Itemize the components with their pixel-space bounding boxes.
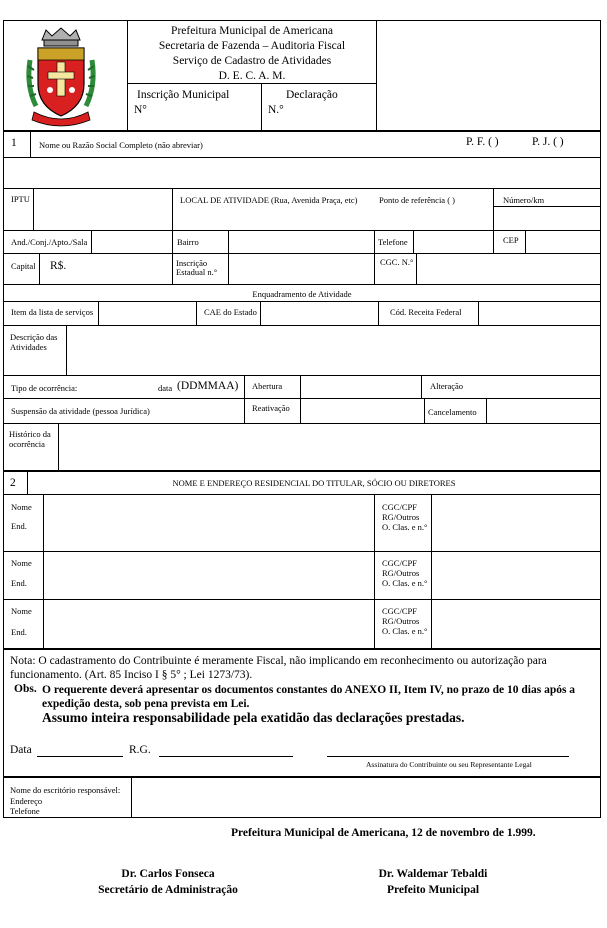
obs-text: O requerente deverá apresentar os documentos constantes do ANEXO II, Item IV, no prazo de 10 dias após a expedição desta, sob pena prevista em Lei.: [42, 684, 576, 710]
escritorio-box: [3, 777, 601, 818]
owner-doc3-label: O. Clas. e n.°: [382, 522, 428, 532]
alteracao-label: Alteração: [430, 381, 464, 391]
assinatura-line[interactable]: [327, 756, 569, 757]
descricao-label: Descrição das Atividades: [10, 332, 58, 352]
name-label: Nome ou Razão Social Completo (não abreviar): [39, 140, 203, 150]
local-atividade-label: LOCAL DE ATIVIDADE (Rua, Avenida Praça, etc): [180, 195, 358, 205]
header-line1: Prefeitura Municipal de Americana: [171, 25, 333, 37]
inscricao-label: Inscrição Municipal: [137, 89, 230, 101]
data-format-label: (DDMMAA): [177, 380, 239, 392]
reativacao-label: Reativação: [252, 403, 290, 413]
section2-title: NOME E ENDEREÇO RESIDENCIAL DO TITULAR, SÓCIO OU DIRETORES: [172, 478, 456, 488]
numero-km-label: Número/km: [503, 195, 545, 205]
obs-label: Obs.: [14, 683, 37, 695]
footer-date-line: Prefeitura Municipal de Americana, 12 de novembro de 1.999.: [231, 827, 536, 839]
coat-of-arms-icon: [22, 26, 100, 130]
owner-doc1-label: CGC/CPF: [382, 502, 417, 512]
escritorio-nome-label: Nome do escritório responsável:: [10, 785, 121, 795]
historico-label: Histórico da ocorrência: [9, 429, 51, 449]
owner-doc1-label: CGC/CPF: [382, 558, 417, 568]
rg-signature-line[interactable]: [159, 756, 293, 757]
owner-doc3-label: O. Clas. e n.°: [382, 578, 428, 588]
signature2-name: Dr. Waldemar Tebaldi: [378, 868, 488, 880]
header-line4: D. E. C. A. M.: [218, 70, 286, 82]
signature1-title: Secretário de Administração: [98, 884, 238, 896]
owner-end-label: End.: [11, 578, 27, 588]
owner-doc2-label: RG/Outros: [382, 568, 420, 578]
and-conj-label: And./Conj./Apto./Sala: [11, 237, 88, 247]
telefone-label: Telefone: [378, 237, 408, 247]
item-lista-label: Item da lista de serviços: [11, 307, 94, 317]
owner-nome-label: Nome: [11, 606, 32, 616]
escritorio-telefone-label: Telefone: [10, 806, 40, 816]
owner-doc3-label: O. Clas. e n.°: [382, 626, 428, 636]
section2-box: [3, 471, 601, 649]
assinatura-label: Assinatura do Contribuinte ou seu Representante Legal: [366, 760, 532, 769]
escritorio-endereco-label: Endereço: [10, 796, 43, 806]
owner-doc2-label: RG/Outros: [382, 616, 420, 626]
owner-doc1-label: CGC/CPF: [382, 606, 417, 616]
header-line3: Serviço de Cadastro de Atividades: [172, 55, 332, 67]
signature1-name: Dr. Carlos Fonseca: [121, 868, 215, 880]
signature2-title: Prefeito Municipal: [386, 884, 480, 896]
owner-nome-label: Nome: [11, 502, 32, 512]
owner-nome-label: Nome: [11, 558, 32, 568]
data-signature-line[interactable]: [37, 756, 123, 757]
cod-receita-label: Cód. Receita Federal: [390, 307, 462, 317]
capital-value[interactable]: R$.: [50, 260, 67, 272]
pf-checkbox[interactable]: P. F. ( ): [466, 136, 499, 148]
ponto-referencia-label[interactable]: Ponto de referência ( ): [379, 195, 455, 205]
cgc-label: CGC. N.°: [380, 257, 414, 267]
owner-doc2-label: RG/Outros: [382, 512, 420, 522]
enquadramento-label: Enquadramento de Atividade: [252, 289, 352, 299]
bairro-label: Bairro: [177, 237, 199, 247]
data-label: data: [158, 383, 173, 393]
data-signature-label: Data: [10, 744, 32, 756]
inscricao-estadual-label: Inscrição Estadual n.°: [176, 258, 218, 278]
abertura-label: Abertura: [252, 381, 283, 391]
pj-checkbox[interactable]: P. J. ( ): [532, 136, 564, 148]
header-line2: Secretaria de Fazenda – Auditoria Fiscal: [158, 40, 346, 52]
assumo-text: Assumo inteira responsabilidade pela exatidão das declarações prestadas.: [42, 710, 465, 725]
inscricao-number[interactable]: N°: [134, 104, 147, 116]
suspensao-label: Suspensão da atividade (pessoa Jurídica): [11, 406, 150, 416]
declaracao-number[interactable]: N.°: [268, 104, 284, 116]
nota-text: Nota: O cadastramento do Contribuinte é meramente Fiscal, não implicando em reconhecimento ou autorização para funcionamento. (Art. 85 Inciso I § 5° ; Lei 1273/73).: [10, 655, 547, 682]
cancelamento-label: Cancelamento: [428, 407, 477, 417]
section2-number: 2: [10, 477, 16, 489]
cae-estado-label: CAE do Estado: [204, 307, 257, 317]
owner-end-label: End.: [11, 521, 27, 531]
tipo-ocorrencia-label: Tipo de ocorrência:: [11, 383, 78, 393]
owner-end-label: End.: [11, 627, 27, 637]
section1-number: 1: [11, 137, 17, 149]
rg-label: R.G.: [129, 744, 151, 756]
capital-label: Capital: [11, 261, 36, 271]
declaracao-label: Declaração: [286, 89, 338, 101]
iptu-label: IPTU: [11, 194, 30, 204]
cep-label: CEP: [503, 235, 519, 245]
